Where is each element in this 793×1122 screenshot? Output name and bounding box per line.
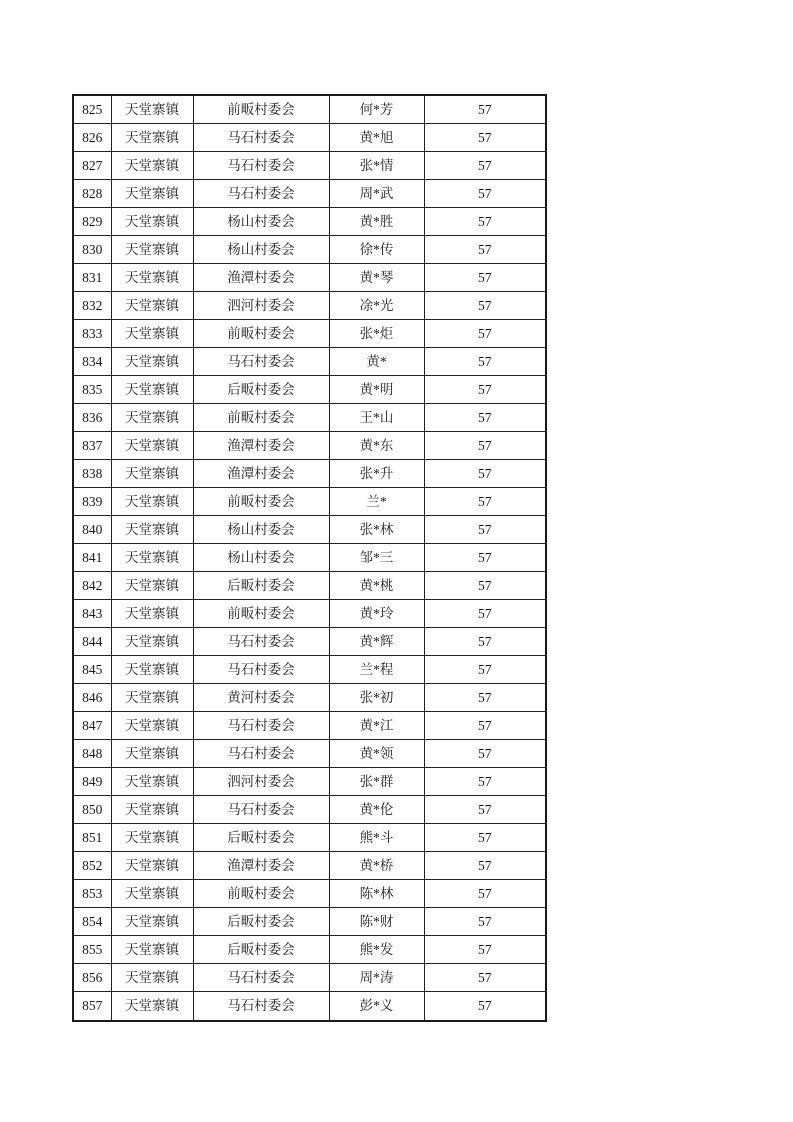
table-row <box>73 656 546 684</box>
count-cell: 57 <box>424 992 546 1021</box>
village-cell: 渔潭村委会 <box>193 460 329 488</box>
table-row <box>73 936 546 964</box>
name-cell: 熊*发 <box>329 936 424 964</box>
count-cell: 57 <box>424 936 546 964</box>
town-cell: 天堂寨镇 <box>111 460 193 488</box>
table-row <box>73 320 546 348</box>
name-cell: 黄*胜 <box>329 208 424 236</box>
count-cell: 57 <box>424 264 546 292</box>
town-cell: 天堂寨镇 <box>111 348 193 376</box>
table-row <box>73 95 546 124</box>
serial-cell: 847 <box>73 712 111 740</box>
town-cell: 天堂寨镇 <box>111 544 193 572</box>
serial-cell: 856 <box>73 964 111 992</box>
table-row <box>73 124 546 152</box>
serial-cell: 833 <box>73 320 111 348</box>
name-cell: 黄*玲 <box>329 600 424 628</box>
town-cell: 天堂寨镇 <box>111 180 193 208</box>
village-cell: 杨山村委会 <box>193 516 329 544</box>
town-cell: 天堂寨镇 <box>111 264 193 292</box>
village-cell: 前畈村委会 <box>193 488 329 516</box>
town-cell: 天堂寨镇 <box>111 320 193 348</box>
village-cell: 杨山村委会 <box>193 236 329 264</box>
village-cell: 马石村委会 <box>193 124 329 152</box>
table-row <box>73 236 546 264</box>
serial-cell: 834 <box>73 348 111 376</box>
village-cell: 泗河村委会 <box>193 768 329 796</box>
name-cell: 张*升 <box>329 460 424 488</box>
table-row <box>73 180 546 208</box>
town-cell: 天堂寨镇 <box>111 404 193 432</box>
count-cell: 57 <box>424 404 546 432</box>
village-cell: 前畈村委会 <box>193 404 329 432</box>
town-cell: 天堂寨镇 <box>111 292 193 320</box>
table-row <box>73 852 546 880</box>
table-row <box>73 432 546 460</box>
count-cell: 57 <box>424 908 546 936</box>
village-cell: 马石村委会 <box>193 348 329 376</box>
table-row <box>73 992 546 1021</box>
count-cell: 57 <box>424 880 546 908</box>
table-row <box>73 152 546 180</box>
town-cell: 天堂寨镇 <box>111 572 193 600</box>
count-cell: 57 <box>424 320 546 348</box>
serial-cell: 850 <box>73 796 111 824</box>
table-row <box>73 908 546 936</box>
table-row <box>73 740 546 768</box>
table-row <box>73 516 546 544</box>
town-cell: 天堂寨镇 <box>111 712 193 740</box>
village-cell: 渔潭村委会 <box>193 852 329 880</box>
count-cell: 57 <box>424 208 546 236</box>
name-cell: 黄*领 <box>329 740 424 768</box>
serial-cell: 843 <box>73 600 111 628</box>
serial-cell: 852 <box>73 852 111 880</box>
village-cell: 马石村委会 <box>193 964 329 992</box>
town-cell: 天堂寨镇 <box>111 964 193 992</box>
count-cell: 57 <box>424 180 546 208</box>
name-cell: 张*林 <box>329 516 424 544</box>
name-cell: 兰* <box>329 488 424 516</box>
town-cell: 天堂寨镇 <box>111 208 193 236</box>
town-cell: 天堂寨镇 <box>111 628 193 656</box>
count-cell: 57 <box>424 740 546 768</box>
village-cell: 马石村委会 <box>193 656 329 684</box>
town-cell: 天堂寨镇 <box>111 684 193 712</box>
town-cell: 天堂寨镇 <box>111 824 193 852</box>
name-cell: 彭*义 <box>329 992 424 1021</box>
name-cell: 兰*程 <box>329 656 424 684</box>
name-cell: 张*炬 <box>329 320 424 348</box>
count-cell: 57 <box>424 964 546 992</box>
name-cell: 张*初 <box>329 684 424 712</box>
town-cell: 天堂寨镇 <box>111 740 193 768</box>
name-cell: 陈*林 <box>329 880 424 908</box>
count-cell: 57 <box>424 432 546 460</box>
serial-cell: 826 <box>73 124 111 152</box>
village-cell: 后畈村委会 <box>193 908 329 936</box>
village-cell: 马石村委会 <box>193 628 329 656</box>
table-row <box>73 684 546 712</box>
town-cell: 天堂寨镇 <box>111 768 193 796</box>
village-cell: 马石村委会 <box>193 740 329 768</box>
serial-cell: 835 <box>73 376 111 404</box>
village-cell: 马石村委会 <box>193 796 329 824</box>
town-cell: 天堂寨镇 <box>111 852 193 880</box>
table-row <box>73 208 546 236</box>
serial-cell: 855 <box>73 936 111 964</box>
name-cell: 周*涛 <box>329 964 424 992</box>
table-body <box>73 95 546 1021</box>
town-cell: 天堂寨镇 <box>111 432 193 460</box>
name-cell: 黄*明 <box>329 376 424 404</box>
village-cell: 后畈村委会 <box>193 936 329 964</box>
name-cell: 张*情 <box>329 152 424 180</box>
village-cell: 渔潭村委会 <box>193 432 329 460</box>
village-cell: 黄河村委会 <box>193 684 329 712</box>
village-cell: 马石村委会 <box>193 712 329 740</box>
count-cell: 57 <box>424 124 546 152</box>
name-cell: 邹*三 <box>329 544 424 572</box>
town-cell: 天堂寨镇 <box>111 152 193 180</box>
count-cell: 57 <box>424 152 546 180</box>
village-cell: 杨山村委会 <box>193 544 329 572</box>
count-cell: 57 <box>424 796 546 824</box>
town-cell: 天堂寨镇 <box>111 516 193 544</box>
village-cell: 渔潭村委会 <box>193 264 329 292</box>
table-row <box>73 572 546 600</box>
town-cell: 天堂寨镇 <box>111 992 193 1021</box>
village-cell: 马石村委会 <box>193 992 329 1021</box>
count-cell: 57 <box>424 488 546 516</box>
serial-cell: 832 <box>73 292 111 320</box>
village-cell: 后畈村委会 <box>193 824 329 852</box>
table-row <box>73 488 546 516</box>
count-cell: 57 <box>424 824 546 852</box>
serial-cell: 849 <box>73 768 111 796</box>
serial-cell: 854 <box>73 908 111 936</box>
name-cell: 黄* <box>329 348 424 376</box>
table-row <box>73 376 546 404</box>
serial-cell: 831 <box>73 264 111 292</box>
village-cell: 后畈村委会 <box>193 572 329 600</box>
village-cell: 后畈村委会 <box>193 376 329 404</box>
name-cell: 张*群 <box>329 768 424 796</box>
town-cell: 天堂寨镇 <box>111 908 193 936</box>
village-cell: 泗河村委会 <box>193 292 329 320</box>
name-cell: 黄*江 <box>329 712 424 740</box>
serial-cell: 825 <box>73 95 111 124</box>
town-cell: 天堂寨镇 <box>111 936 193 964</box>
village-cell: 前畈村委会 <box>193 320 329 348</box>
table-row <box>73 292 546 320</box>
serial-cell: 846 <box>73 684 111 712</box>
count-cell: 57 <box>424 516 546 544</box>
serial-cell: 827 <box>73 152 111 180</box>
table-row <box>73 404 546 432</box>
town-cell: 天堂寨镇 <box>111 236 193 264</box>
count-cell: 57 <box>424 684 546 712</box>
village-cell: 前畈村委会 <box>193 880 329 908</box>
table-row <box>73 964 546 992</box>
name-cell: 何*芳 <box>329 95 424 124</box>
serial-cell: 839 <box>73 488 111 516</box>
serial-cell: 828 <box>73 180 111 208</box>
count-cell: 57 <box>424 292 546 320</box>
serial-cell: 842 <box>73 572 111 600</box>
name-cell: 黄*琴 <box>329 264 424 292</box>
count-cell: 57 <box>424 236 546 264</box>
name-cell: 黄*东 <box>329 432 424 460</box>
serial-cell: 836 <box>73 404 111 432</box>
serial-cell: 851 <box>73 824 111 852</box>
serial-cell: 840 <box>73 516 111 544</box>
serial-cell: 857 <box>73 992 111 1021</box>
serial-cell: 830 <box>73 236 111 264</box>
town-cell: 天堂寨镇 <box>111 376 193 404</box>
table-row <box>73 460 546 488</box>
town-cell: 天堂寨镇 <box>111 95 193 124</box>
count-cell: 57 <box>424 656 546 684</box>
town-cell: 天堂寨镇 <box>111 488 193 516</box>
village-cell: 马石村委会 <box>193 180 329 208</box>
name-cell: 黄*桥 <box>329 852 424 880</box>
table-row <box>73 600 546 628</box>
table-row <box>73 348 546 376</box>
table-row <box>73 264 546 292</box>
count-cell: 57 <box>424 544 546 572</box>
name-cell: 陈*财 <box>329 908 424 936</box>
village-cell: 前畈村委会 <box>193 95 329 124</box>
village-cell: 杨山村委会 <box>193 208 329 236</box>
serial-cell: 841 <box>73 544 111 572</box>
roster-table <box>72 94 547 1022</box>
name-cell: 熊*斗 <box>329 824 424 852</box>
name-cell: 黄*旭 <box>329 124 424 152</box>
table-row <box>73 796 546 824</box>
name-cell: 黄*辉 <box>329 628 424 656</box>
serial-cell: 845 <box>73 656 111 684</box>
serial-cell: 853 <box>73 880 111 908</box>
count-cell: 57 <box>424 712 546 740</box>
town-cell: 天堂寨镇 <box>111 600 193 628</box>
name-cell: 周*武 <box>329 180 424 208</box>
table-row <box>73 544 546 572</box>
table-row <box>73 824 546 852</box>
count-cell: 57 <box>424 572 546 600</box>
village-cell: 马石村委会 <box>193 152 329 180</box>
name-cell: 黄*伦 <box>329 796 424 824</box>
count-cell: 57 <box>424 348 546 376</box>
serial-cell: 838 <box>73 460 111 488</box>
town-cell: 天堂寨镇 <box>111 656 193 684</box>
count-cell: 57 <box>424 376 546 404</box>
village-cell: 前畈村委会 <box>193 600 329 628</box>
town-cell: 天堂寨镇 <box>111 124 193 152</box>
table-row <box>73 768 546 796</box>
count-cell: 57 <box>424 460 546 488</box>
count-cell: 57 <box>424 628 546 656</box>
name-cell: 王*山 <box>329 404 424 432</box>
town-cell: 天堂寨镇 <box>111 796 193 824</box>
count-cell: 57 <box>424 95 546 124</box>
name-cell: 徐*传 <box>329 236 424 264</box>
serial-cell: 848 <box>73 740 111 768</box>
count-cell: 57 <box>424 852 546 880</box>
table-row <box>73 628 546 656</box>
serial-cell: 829 <box>73 208 111 236</box>
table-row <box>73 712 546 740</box>
name-cell: 凃*光 <box>329 292 424 320</box>
count-cell: 57 <box>424 600 546 628</box>
serial-cell: 844 <box>73 628 111 656</box>
town-cell: 天堂寨镇 <box>111 880 193 908</box>
count-cell: 57 <box>424 768 546 796</box>
table-row <box>73 880 546 908</box>
name-cell: 黄*桃 <box>329 572 424 600</box>
serial-cell: 837 <box>73 432 111 460</box>
